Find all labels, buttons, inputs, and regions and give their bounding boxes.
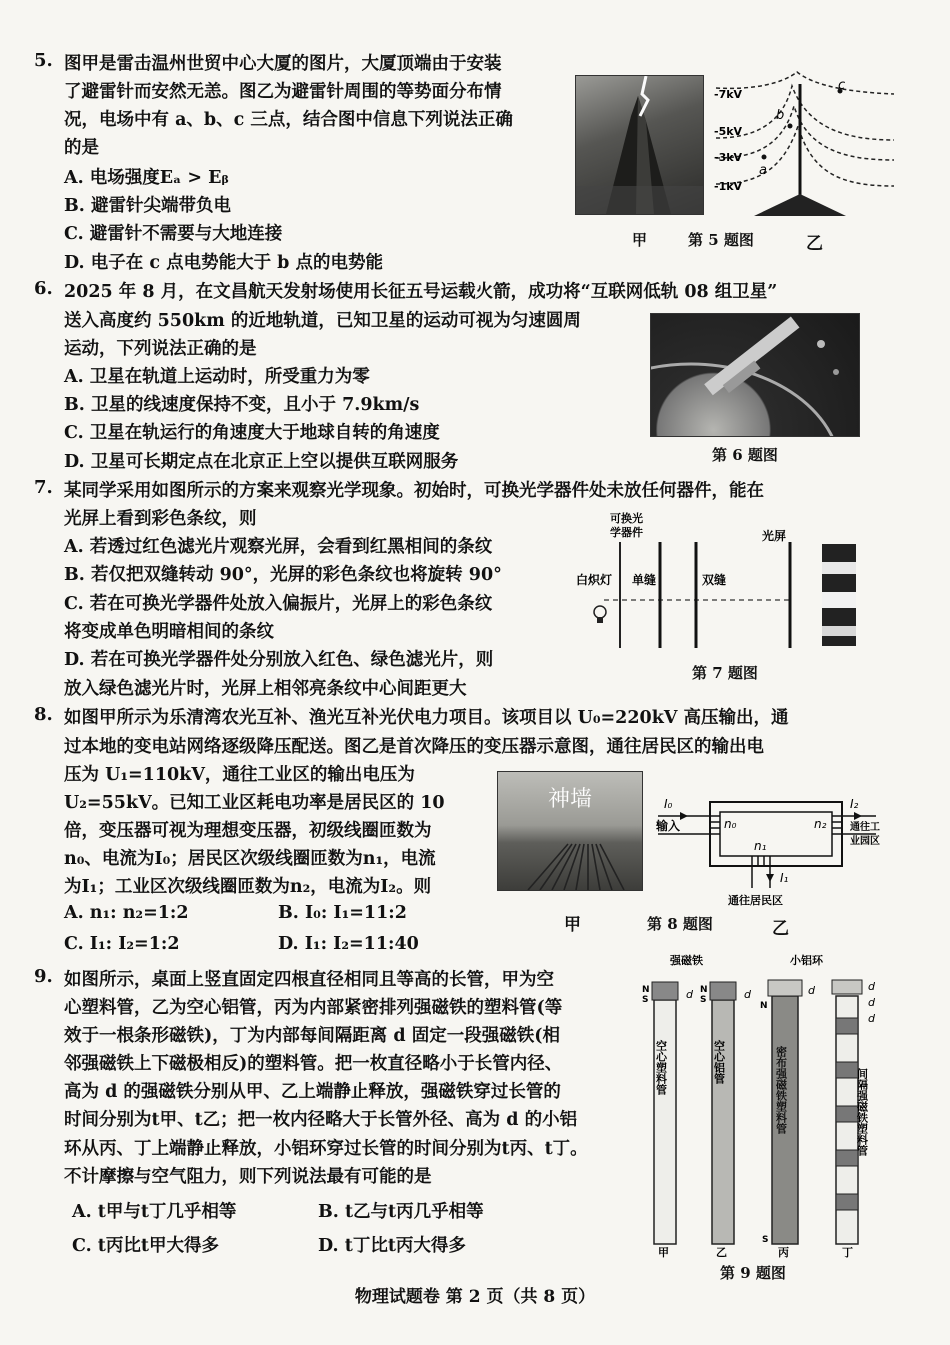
q5-fig-left-label: 甲 xyxy=(632,231,648,249)
q8-option-c: C. I₁: I₂=1:2 xyxy=(64,934,180,954)
q8-fig-left-label: 甲 xyxy=(564,915,581,935)
lightning-photo xyxy=(575,75,704,215)
S-label: S xyxy=(700,995,707,1005)
equipotential-label: -1kV xyxy=(714,180,743,193)
q9-caption: 第 9 题图 xyxy=(720,1264,786,1282)
q8-stem-line: 压为 U₁=110kV，通往工业区的输出电压为 xyxy=(64,765,415,785)
q8-stem-line: 为I₁；工业区次级线圈匝数为n₂，电流为I₂。则 xyxy=(64,877,432,897)
tube-a-label: 空心塑料管 xyxy=(654,1040,668,1095)
q9-option-a: A. t甲与t丁几乎相等 xyxy=(72,1202,237,1222)
q8-number: 8. xyxy=(34,704,53,725)
N-label: N xyxy=(760,1001,768,1011)
q8-stem-line: U₂=55kV。已知工业区耗电功率是居民区的 10 xyxy=(64,793,445,813)
q9-stem-line: 效于一根条形磁铁)，丁为内部每间隔距离 d 固定一段强磁铁(相 xyxy=(64,1026,560,1046)
q5-stem-line: 况，电场中有 a、b、c 三点，结合图中信息下列说法正确 xyxy=(64,110,513,130)
q8-stem-line: 如图甲所示为乐清湾农光互补、渔光互补光伏电力项目。该项目以 U₀=220kV 高压输出，通 xyxy=(64,708,789,728)
input-label: 输入 xyxy=(656,819,681,833)
q7-stem-line: 某同学采用如图所示的方案来观察光学现象。初始时，可换光学器件处未放任何器件，能在 xyxy=(64,481,764,501)
equipotential-label: -5kV xyxy=(714,125,743,138)
n2-label: n₂ xyxy=(814,817,827,831)
page-footer: 物理试题卷 第 2 页（共 8 页） xyxy=(354,1287,596,1307)
tube-bing xyxy=(760,980,816,1259)
q8-stem-line: 过本地的变电站网络逐级降压配送。图乙是首次降压的变压器示意图，通往居民区的输出电 xyxy=(64,737,764,757)
tubes-diagram xyxy=(636,950,884,1270)
q9-stem-line: 邻强磁铁上下磁极相反)的塑料管。把一枚直径略小于长管内径、 xyxy=(64,1054,563,1074)
lamp-icon xyxy=(594,606,606,618)
d-label: d xyxy=(868,1012,875,1025)
q5-caption: 第 5 题图 xyxy=(688,231,754,249)
d-label: d xyxy=(868,980,875,993)
q6-stem-line: 送入高度约 550km 的近地轨道，已知卫星的运动可视为匀速圆周 xyxy=(64,311,581,331)
industrial-label: 业园区 xyxy=(850,836,880,847)
d-label: d xyxy=(808,984,815,997)
S-label: S xyxy=(642,995,649,1005)
single-slit-label: 单缝 xyxy=(632,573,657,587)
q7-caption: 第 7 题图 xyxy=(692,664,758,682)
point-a-label: a xyxy=(759,163,767,178)
industrial-label: 通往工 xyxy=(850,822,880,833)
d-label: d xyxy=(868,996,875,1009)
q7-option-b: B. 若仅把双缝转动 90°，光屏的彩色条纹也将旋转 90° xyxy=(64,565,502,585)
residential-label: 通往居民区 xyxy=(728,894,783,907)
q7-stem-line: 光屏上看到彩色条纹，则 xyxy=(64,509,257,529)
q6-option-d: D. 卫星可长期定点在北京正上空以提供互联网服务 xyxy=(64,452,459,472)
magnet-label: 强磁铁 xyxy=(670,954,703,967)
q8-fig-right-label: 乙 xyxy=(772,919,789,939)
tube-name: 乙 xyxy=(716,1246,727,1259)
I2-label: I₂ xyxy=(850,797,859,811)
tube-name: 丙 xyxy=(778,1246,789,1259)
photo-sign-text: 神墙 xyxy=(547,787,592,812)
satellite-photo-art xyxy=(651,314,859,436)
double-slit-label: 双缝 xyxy=(702,573,727,587)
q5-fig-right-label: 乙 xyxy=(806,234,823,254)
q5-option-b: B. 避雷针尖端带负电 xyxy=(64,196,231,216)
q6-option-b: B. 卫星的线速度保持不变，且小于 7.9km/s xyxy=(64,395,420,415)
tube-yi xyxy=(700,982,752,1259)
n1-label: n₁ xyxy=(754,839,767,853)
q9-option-d: D. t丁比t丙大得多 xyxy=(318,1236,466,1256)
q7-option-c: C. 若在可换光学器件处放入偏振片，光屏上的彩色条纹 xyxy=(64,594,493,614)
d-label: d xyxy=(744,988,751,1001)
q9-stem-line: 高为 d 的强磁铁分别从甲、乙上端静止释放，强磁铁穿过长管的 xyxy=(64,1082,561,1102)
q6-stem-line: 运动，下列说法正确的是 xyxy=(64,339,257,359)
transformer-diagram xyxy=(654,788,880,908)
q9-stem-line: 如图所示，桌面上竖直固定四根直径相同且等高的长管，甲为空 xyxy=(64,970,554,990)
tube-jia xyxy=(642,982,694,1259)
q8-option-b: B. I₀: I₁=11:2 xyxy=(278,903,407,923)
q6-number: 6. xyxy=(34,278,53,299)
q5-number: 5. xyxy=(34,50,53,71)
q5-option-c: C. 避雷针不需要与大地连接 xyxy=(64,224,283,244)
point-b-label: b xyxy=(776,108,785,123)
N-label: N xyxy=(642,985,650,995)
tube-name: 甲 xyxy=(658,1246,669,1259)
q6-option-c: C. 卫星在轨运行的角速度大于地球自转的角速度 xyxy=(64,423,440,443)
solar-panels-art xyxy=(498,772,642,890)
N-label: N xyxy=(700,985,708,995)
point-b xyxy=(788,124,793,129)
tube-d-label: 间隔强磁铁塑料管 xyxy=(855,1068,869,1156)
q8-stem-line: n₀、电流为I₀；居民区次级线圈匝数为n₁，电流 xyxy=(64,849,436,869)
q6-stem-line: 2025 年 8 月，在文昌航天发射场使用长征五号运载火箭，成功将“互联网低轨 08 组卫星” xyxy=(64,282,778,302)
q5-option-a: A. 电场强度Eₐ > Eᵦ xyxy=(64,168,229,188)
lightning-photo-art xyxy=(576,76,703,214)
q9-stem-line: 不计摩擦与空气阻力，则下列说法最有可能的是 xyxy=(64,1167,432,1187)
q8-caption: 第 8 题图 xyxy=(647,915,713,933)
tube-name: 丁 xyxy=(842,1246,853,1259)
q8-stem-line: 倍，变压器可视为理想变压器，初级线圈匝数为 xyxy=(64,821,432,841)
q9-option-b: B. t乙与t丙几乎相等 xyxy=(318,1202,484,1222)
q8-option-a: A. n₁: n₂=1:2 xyxy=(64,903,189,923)
q5-option-d: D. 电子在 c 点电势能大于 b 点的电势能 xyxy=(64,253,383,273)
q9-stem-line: 时间分别为t甲、t乙；把一枚内径略大于长管外径、高为 d 的小铝 xyxy=(64,1110,578,1130)
ring-label: 小铝环 xyxy=(790,954,823,967)
q7-option-a: A. 若透过红色滤光片观察光屏，会看到红黑相间的条纹 xyxy=(64,537,493,557)
q6-option-a: A. 卫星在轨道上运动时，所受重力为零 xyxy=(64,367,370,387)
I0-label: I₀ xyxy=(664,797,673,811)
tube-ding xyxy=(832,980,876,1259)
S-label: S xyxy=(762,1235,769,1245)
q7-option-d-cont: 放入绿色滤光片时，光屏上相邻亮条纹中心间距更大 xyxy=(64,679,467,699)
q6-caption: 第 6 题图 xyxy=(712,446,778,464)
q9-option-c: C. t丙比t甲大得多 xyxy=(72,1236,219,1256)
equipotential-label: -7kV xyxy=(714,88,743,101)
tube-c-label: 密布强磁铁塑料管 xyxy=(774,1046,788,1134)
satellite-photo xyxy=(650,313,860,437)
solar-farm-photo xyxy=(497,771,643,891)
equipotential-label: -3kV xyxy=(714,151,743,164)
tube-b-label: 空心铝管 xyxy=(712,1040,726,1084)
I1-label: I₁ xyxy=(780,871,789,885)
point-a xyxy=(762,155,767,160)
device-label: 可换光 xyxy=(610,512,643,525)
q7-option-c-cont: 将变成单色明暗相间的条纹 xyxy=(64,622,274,642)
q9-number: 9. xyxy=(34,966,53,987)
q7-option-d: D. 若在可换光学器件处分别放入红色、绿色滤光片，则 xyxy=(64,650,494,670)
q9-stem-line: 心塑料管，乙为空心铝管，丙为内部紧密排列强磁铁的塑料管(等 xyxy=(64,998,563,1018)
q5-stem-line: 图甲是雷击温州世贸中心大厦的图片，大厦顶端由于安装 xyxy=(64,54,502,74)
q5-stem-line: 的是 xyxy=(64,138,99,158)
q5-stem-line: 了避雷针而安然无恙。图乙为避雷针周围的等势面分布情 xyxy=(64,82,502,102)
n0-label: n₀ xyxy=(724,817,737,831)
q7-number: 7. xyxy=(34,477,53,498)
device-label: 学器件 xyxy=(610,526,643,539)
lamp-label: 白炽灯 xyxy=(576,573,613,587)
q8-option-d: D. I₁: I₂=11:40 xyxy=(278,934,419,954)
double-slit-apparatus xyxy=(576,508,866,656)
point-c-label: c xyxy=(838,78,846,93)
d-label: d xyxy=(686,988,693,1001)
screen-label: 光屏 xyxy=(762,529,787,543)
equipotential-diagram xyxy=(712,66,898,218)
q9-stem-line: 环从丙、丁上端静止释放，小铝环穿过长管的时间分别为t丙、t丁。 xyxy=(64,1139,588,1159)
